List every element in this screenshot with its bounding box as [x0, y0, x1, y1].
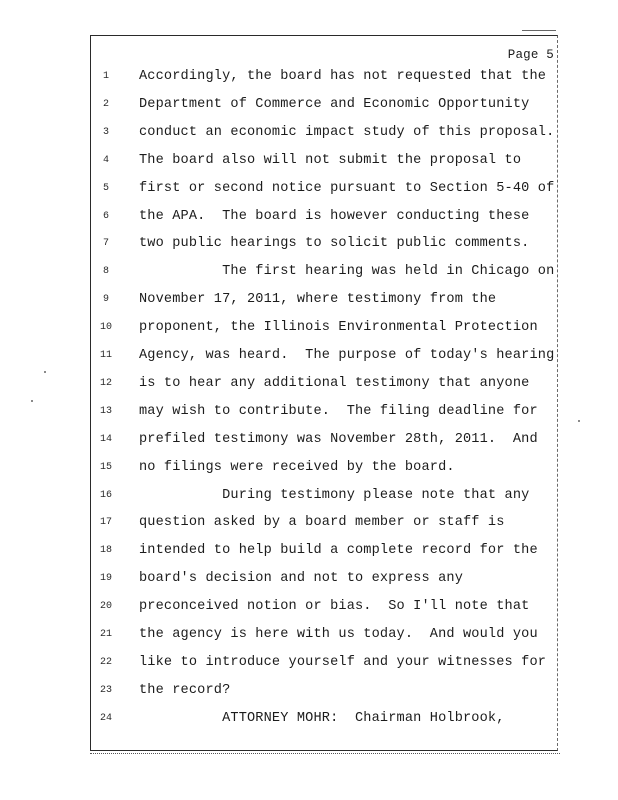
line-text: the record?	[139, 682, 231, 698]
transcript-line	[0, 570, 618, 588]
transcript-line	[0, 682, 618, 700]
line-text: Agency, was heard. The purpose of today's hearing	[139, 348, 555, 363]
line-text: prefiled testimony was November 28th, 2011. And	[139, 431, 538, 447]
line-number: 1	[102, 71, 109, 82]
line-number: 24	[99, 712, 112, 724]
line-number: 2	[102, 98, 109, 110]
line-number: 10	[99, 322, 112, 334]
transcript-line	[0, 263, 618, 281]
transcript-line	[0, 710, 618, 728]
transcript-line	[0, 180, 618, 198]
line-number: 18	[99, 545, 112, 557]
line-text: is to hear any additional testimony that anyone	[139, 375, 530, 391]
line-number: 8	[102, 266, 109, 278]
line-text: the APA. The board is however conducting these	[139, 208, 530, 224]
transcript-line	[0, 96, 618, 114]
line-number: 15	[99, 461, 112, 473]
scan-speck	[31, 400, 33, 402]
line-text: ATTORNEY MOHR: Chairman Holbrook,	[139, 710, 505, 726]
line-text: like to introduce yourself and your witnesses for	[139, 654, 547, 670]
line-number: 13	[99, 405, 112, 417]
line-text: Accordingly, the board has not requested that the	[139, 69, 547, 84]
line-number: 21	[99, 629, 112, 640]
line-text: may wish to contribute. The filing deadline for	[139, 403, 538, 419]
transcript-line	[0, 208, 618, 226]
line-number: 11	[99, 350, 112, 361]
transcript-line	[0, 487, 618, 505]
line-text: first or second notice pursuant to Section 5-40 of	[139, 180, 555, 196]
line-number: 23	[99, 684, 112, 696]
transcript-line	[0, 291, 618, 309]
transcript-line	[0, 514, 618, 532]
scan-border-line	[90, 753, 560, 754]
line-text: question asked by a board member or staff is	[139, 515, 505, 531]
line-number: 14	[99, 433, 112, 445]
line-number: 22	[99, 656, 112, 668]
line-number: 17	[99, 517, 112, 529]
line-number: 20	[99, 601, 112, 613]
line-number: 16	[99, 489, 112, 501]
line-text: the agency is here with us today. And would you	[139, 627, 538, 642]
transcript-line	[0, 152, 618, 170]
transcript-line	[0, 68, 618, 86]
transcript-line	[0, 235, 618, 253]
line-text: The first hearing was held in Chicago on	[139, 264, 555, 280]
transcript-line	[0, 542, 618, 560]
line-text: During testimony please note that any	[139, 487, 530, 503]
line-text: Department of Commerce and Economic Opportunity	[139, 96, 530, 112]
transcript-line	[0, 654, 618, 672]
transcript-line	[0, 347, 618, 365]
transcript-line	[0, 375, 618, 393]
line-number: 19	[99, 573, 112, 585]
line-text: two public hearings to solicit public comments.	[139, 236, 530, 252]
scan-mark	[522, 30, 556, 31]
transcript-line	[0, 459, 618, 477]
line-text: conduct an economic impact study of this proposal.	[139, 124, 555, 140]
line-text: no filings were received by the board.	[139, 459, 455, 475]
line-number: 7	[102, 238, 109, 250]
transcript-line	[0, 598, 618, 616]
scan-speck	[44, 371, 46, 373]
transcript-line	[0, 431, 618, 449]
scan-speck	[578, 420, 580, 422]
transcript-line	[0, 319, 618, 337]
line-number: 6	[102, 210, 109, 222]
transcript-line	[0, 626, 618, 644]
line-number: 12	[99, 377, 112, 389]
line-text: preconceived notion or bias. So I'll note that	[139, 599, 530, 615]
line-text: intended to help build a complete record for the	[139, 543, 538, 559]
line-number: 5	[102, 182, 109, 194]
page-number-label: Page 5	[507, 48, 554, 62]
line-text: proponent, the Illinois Environmental Protection	[139, 320, 538, 336]
line-text: November 17, 2011, where testimony from the	[139, 292, 497, 308]
line-text: board's decision and not to express any	[139, 571, 463, 587]
line-number: 4	[102, 154, 109, 166]
transcript-line	[0, 403, 618, 421]
transcript-line	[0, 124, 618, 142]
line-number: 3	[102, 126, 109, 138]
line-text: The board also will not submit the proposal to	[139, 152, 522, 168]
line-number: 9	[102, 294, 109, 306]
